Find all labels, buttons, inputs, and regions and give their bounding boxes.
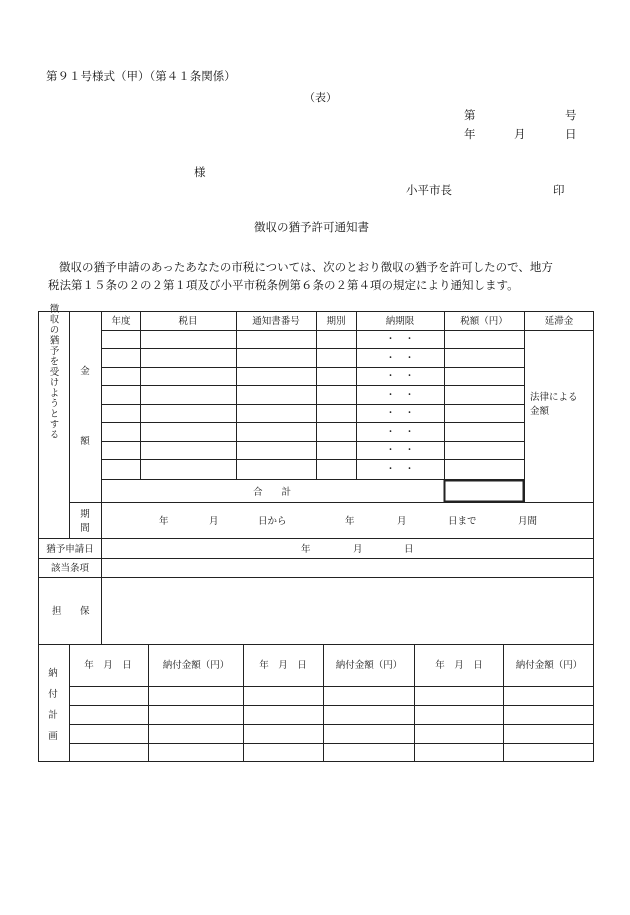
doc-number-suffix: 号 bbox=[565, 108, 577, 122]
notice-body-line-2: 税法第１５条の２の２第１項及び小平市税条例第６条の２第４項の規定により通知します。 bbox=[48, 278, 519, 292]
side-label: （表） bbox=[304, 91, 337, 104]
period-start-month: 月 bbox=[209, 516, 219, 527]
total-amount-box bbox=[445, 481, 524, 502]
period-label-kan: 間 bbox=[80, 523, 90, 534]
period-start-day: 日から bbox=[258, 516, 287, 527]
period-start-year: 年 bbox=[159, 516, 169, 527]
date-month-label: 月 bbox=[514, 127, 526, 141]
col-header-due-date: 納期限 bbox=[385, 316, 415, 327]
period-months: 月間 bbox=[518, 516, 538, 527]
payment-date-header-2: 年 月 日 bbox=[259, 660, 307, 671]
col-header-notice-no: 通知書番号 bbox=[252, 316, 300, 327]
clause-label: 該当条項 bbox=[50, 563, 90, 574]
collateral-label-tan: 担 bbox=[52, 606, 62, 617]
doc-number-prefix: 第 bbox=[464, 108, 476, 122]
collateral-label-ho: 保 bbox=[80, 606, 90, 617]
due-date-row-3: ・ ・ bbox=[385, 371, 415, 382]
application-day: 日 bbox=[404, 544, 414, 555]
due-date-row-7: ・ ・ bbox=[385, 445, 415, 456]
payment-plan-label-4: 画 bbox=[48, 731, 58, 742]
due-date-row-1: ・ ・ bbox=[385, 334, 415, 345]
amount-label-kin: 金 bbox=[80, 366, 90, 377]
payment-amount-header-1: 納付金額（円） bbox=[162, 660, 230, 671]
period-label-ki: 期 bbox=[80, 509, 90, 520]
sender-title: 小平市長 bbox=[406, 183, 452, 197]
due-date-row-8: ・ ・ bbox=[385, 464, 415, 475]
payment-amount-header-3: 納付金額（円） bbox=[515, 660, 583, 671]
col-header-tax-amount: 税額（円） bbox=[460, 316, 508, 327]
due-date-row-5: ・ ・ bbox=[385, 408, 415, 419]
form-number: 第９１号様式（甲）（第４１条関係） bbox=[46, 69, 236, 83]
application-year: 年 bbox=[301, 544, 311, 555]
payment-plan-label-3: 計 bbox=[48, 710, 58, 721]
payment-plan-label-1: 納 bbox=[48, 668, 58, 679]
date-year-label: 年 bbox=[464, 127, 476, 141]
notice-body-line-1: 徴収の猶予申請のあったあなたの市税については、次のとおり徴収の猶予を許可したので、地方 bbox=[59, 260, 553, 274]
section-label-vertical: 徴収の猶予を受けようとする bbox=[47, 303, 59, 441]
total-label: 合 計 bbox=[252, 487, 292, 498]
due-date-row-2: ・ ・ bbox=[385, 353, 415, 364]
col-header-delinquency: 延滞金 bbox=[544, 316, 574, 327]
document-title: 徴収の猶予許可通知書 bbox=[254, 220, 369, 234]
addressee-honorific: 様 bbox=[194, 165, 206, 179]
due-date-row-4: ・ ・ bbox=[385, 390, 415, 401]
delinquency-note-line-2: 金額 bbox=[530, 406, 550, 417]
due-date-row-6: ・ ・ bbox=[385, 427, 415, 438]
payment-date-header-3: 年 月 日 bbox=[435, 660, 483, 671]
date-day-label: 日 bbox=[565, 127, 577, 141]
application-date-label: 猶予申請日 bbox=[46, 544, 94, 555]
delinquency-note-line-1: 法律による bbox=[530, 392, 578, 403]
seal-mark: 印 bbox=[553, 183, 565, 197]
payment-date-header-1: 年 月 日 bbox=[84, 660, 132, 671]
period-end-day: 日まで bbox=[448, 516, 477, 527]
col-header-period: 期別 bbox=[326, 316, 346, 327]
payment-plan-label-2: 付 bbox=[48, 689, 58, 700]
payment-amount-header-2: 納付金額（円） bbox=[335, 660, 403, 671]
col-header-year: 年度 bbox=[111, 316, 131, 327]
period-end-month: 月 bbox=[397, 516, 407, 527]
col-header-tax-item: 税目 bbox=[178, 316, 198, 327]
period-end-year: 年 bbox=[345, 516, 355, 527]
amount-label-gaku: 額 bbox=[80, 436, 90, 447]
application-month: 月 bbox=[353, 544, 363, 555]
